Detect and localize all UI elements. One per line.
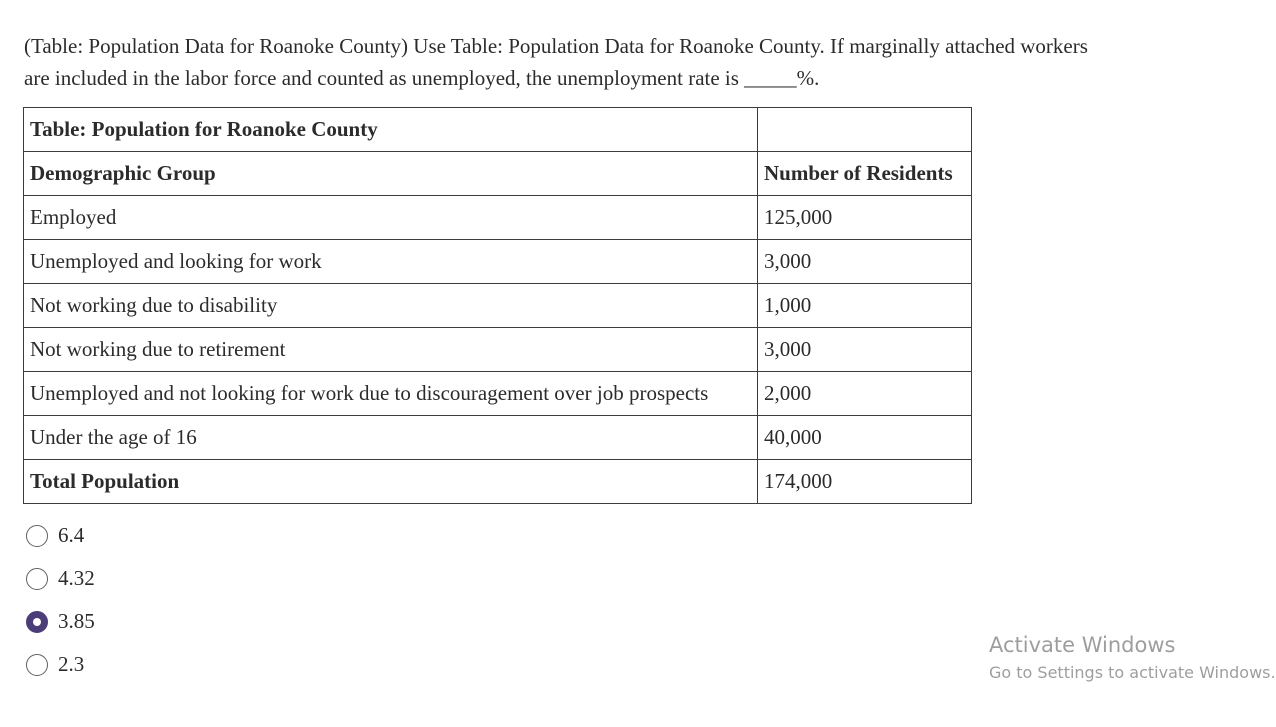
table-row (24, 196, 972, 240)
table-row (24, 372, 972, 416)
table-row (24, 328, 972, 372)
answer-option-label: 6.4 (58, 523, 85, 547)
table-total-row (24, 460, 972, 504)
row-residents: 3,000 (758, 328, 972, 372)
table-row (24, 416, 972, 460)
population-table (23, 107, 972, 504)
answer-option-b[interactable] (26, 557, 95, 600)
answer-option-label: 4.32 (58, 566, 95, 590)
total-label: Total Population (24, 460, 758, 504)
question-text: (Table: Population Data for Roanoke County) Use Table: Population Data for Roanoke County. If marginally attached workers are included in the labor force and counted as unemployed, the unemployment rate is _____%. (24, 34, 1088, 90)
answer-option-c[interactable] (26, 600, 95, 643)
table-title-empty-cell (758, 108, 972, 152)
header-demographic-group: Demographic Group (24, 152, 758, 196)
table-title: Table: Population for Roanoke County (24, 108, 758, 152)
row-group: Not working due to retirement (24, 328, 758, 372)
row-group: Employed (24, 196, 758, 240)
table-row (24, 284, 972, 328)
radio-button-b[interactable] (26, 568, 48, 590)
answer-option-d[interactable] (26, 643, 95, 686)
answer-option-label: 3.85 (58, 609, 95, 633)
table-title-row (24, 108, 972, 152)
table-header-row (24, 152, 972, 196)
row-group: Not working due to disability (24, 284, 758, 328)
row-residents: 2,000 (758, 372, 972, 416)
row-residents: 125,000 (758, 196, 972, 240)
watermark-subtitle: Go to Settings to activate Windows. (989, 663, 1276, 682)
row-group: Unemployed and not looking for work due to discouragement over job prospects (24, 372, 758, 416)
radio-button-d[interactable] (26, 654, 48, 676)
row-group: Unemployed and looking for work (24, 240, 758, 284)
row-residents: 3,000 (758, 240, 972, 284)
row-group: Under the age of 16 (24, 416, 758, 460)
total-value: 174,000 (758, 460, 972, 504)
row-residents: 40,000 (758, 416, 972, 460)
answer-option-a[interactable] (26, 514, 95, 557)
table-row (24, 240, 972, 284)
radio-button-c[interactable] (26, 611, 48, 633)
activate-windows-watermark (989, 630, 1276, 686)
radio-button-a[interactable] (26, 525, 48, 547)
header-number-of-residents: Number of Residents (758, 152, 972, 196)
answer-option-label: 2.3 (58, 652, 85, 676)
answer-options (26, 514, 95, 686)
watermark-title: Activate Windows (989, 633, 1176, 657)
row-residents: 1,000 (758, 284, 972, 328)
